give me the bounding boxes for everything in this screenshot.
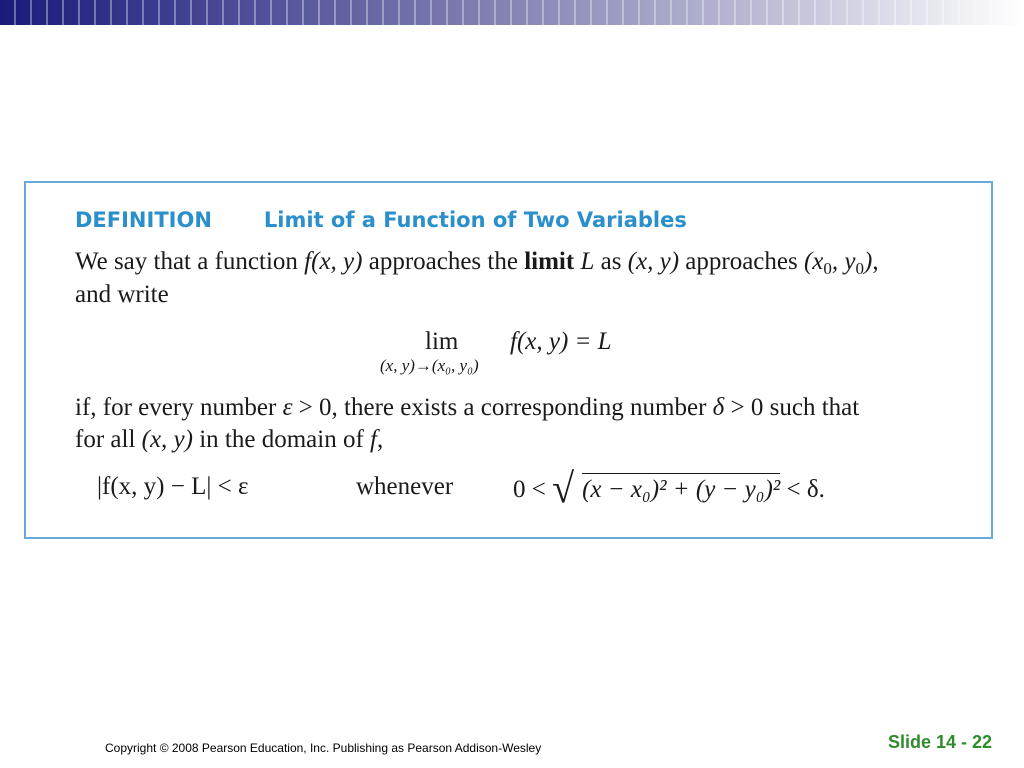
text-segment: , (872, 248, 879, 275)
inequality-whenever: whenever (356, 473, 454, 500)
copyright-footer: Copyright © 2008 Pearson Education, Inc. Publishing as Pearson Addison-Wesley (105, 741, 542, 755)
definition-line-2: and write (75, 281, 169, 308)
text-segment: approaches the (362, 248, 525, 275)
math-xy: (x, y) (141, 426, 193, 453)
inequality-rhs (513, 464, 825, 513)
text-segment: We say that a function (75, 248, 305, 275)
limit-bold-word: limit (524, 248, 575, 275)
math-delta: δ (712, 394, 725, 421)
text-segment: for all (75, 426, 142, 453)
math-x0y0: ($x_0$, $y_0$) (803, 248, 873, 279)
definition-line-3 (75, 395, 859, 420)
math-fxy: f(x, y) (304, 248, 363, 275)
radical-icon: √ (552, 464, 575, 513)
text-segment: > 0 such that (724, 394, 860, 421)
rhs-prefix: 0 < (513, 476, 546, 503)
lim-operator: lim (425, 328, 459, 355)
definition-label: DEFINITION (75, 208, 212, 232)
radicand: (x − x₀)² + (y − y₀)² (582, 473, 780, 504)
math-epsilon: ε (282, 394, 293, 421)
math-xy: (x, y) (627, 248, 680, 275)
text-segment: approaches (679, 248, 804, 275)
definition-line-4 (75, 427, 383, 452)
text-segment: in the domain of (192, 426, 371, 453)
lim-subscript: (x, y)→(x₀, y₀) (380, 356, 479, 375)
rhs-suffix: < δ. (786, 476, 825, 503)
inequality-lhs: |f(x, y) − L| < ε (97, 473, 249, 500)
text-segment: , (377, 426, 384, 453)
top-decorative-bar (0, 0, 1024, 25)
definition-header (75, 208, 687, 232)
definition-title: Limit of a Function of Two Variables (263, 208, 687, 232)
lim-rhs: f(x, y) = L (510, 328, 612, 355)
text-segment: > 0, there exists a corresponding number (292, 394, 713, 421)
math-L: L (574, 248, 595, 275)
definition-line-1 (75, 249, 879, 277)
text-segment: if, for every number (75, 394, 283, 421)
slide-number: Slide 14 - 22 (887, 732, 992, 752)
math-f: f (370, 426, 377, 453)
square-root (552, 464, 781, 513)
text-segment: as (594, 248, 628, 275)
